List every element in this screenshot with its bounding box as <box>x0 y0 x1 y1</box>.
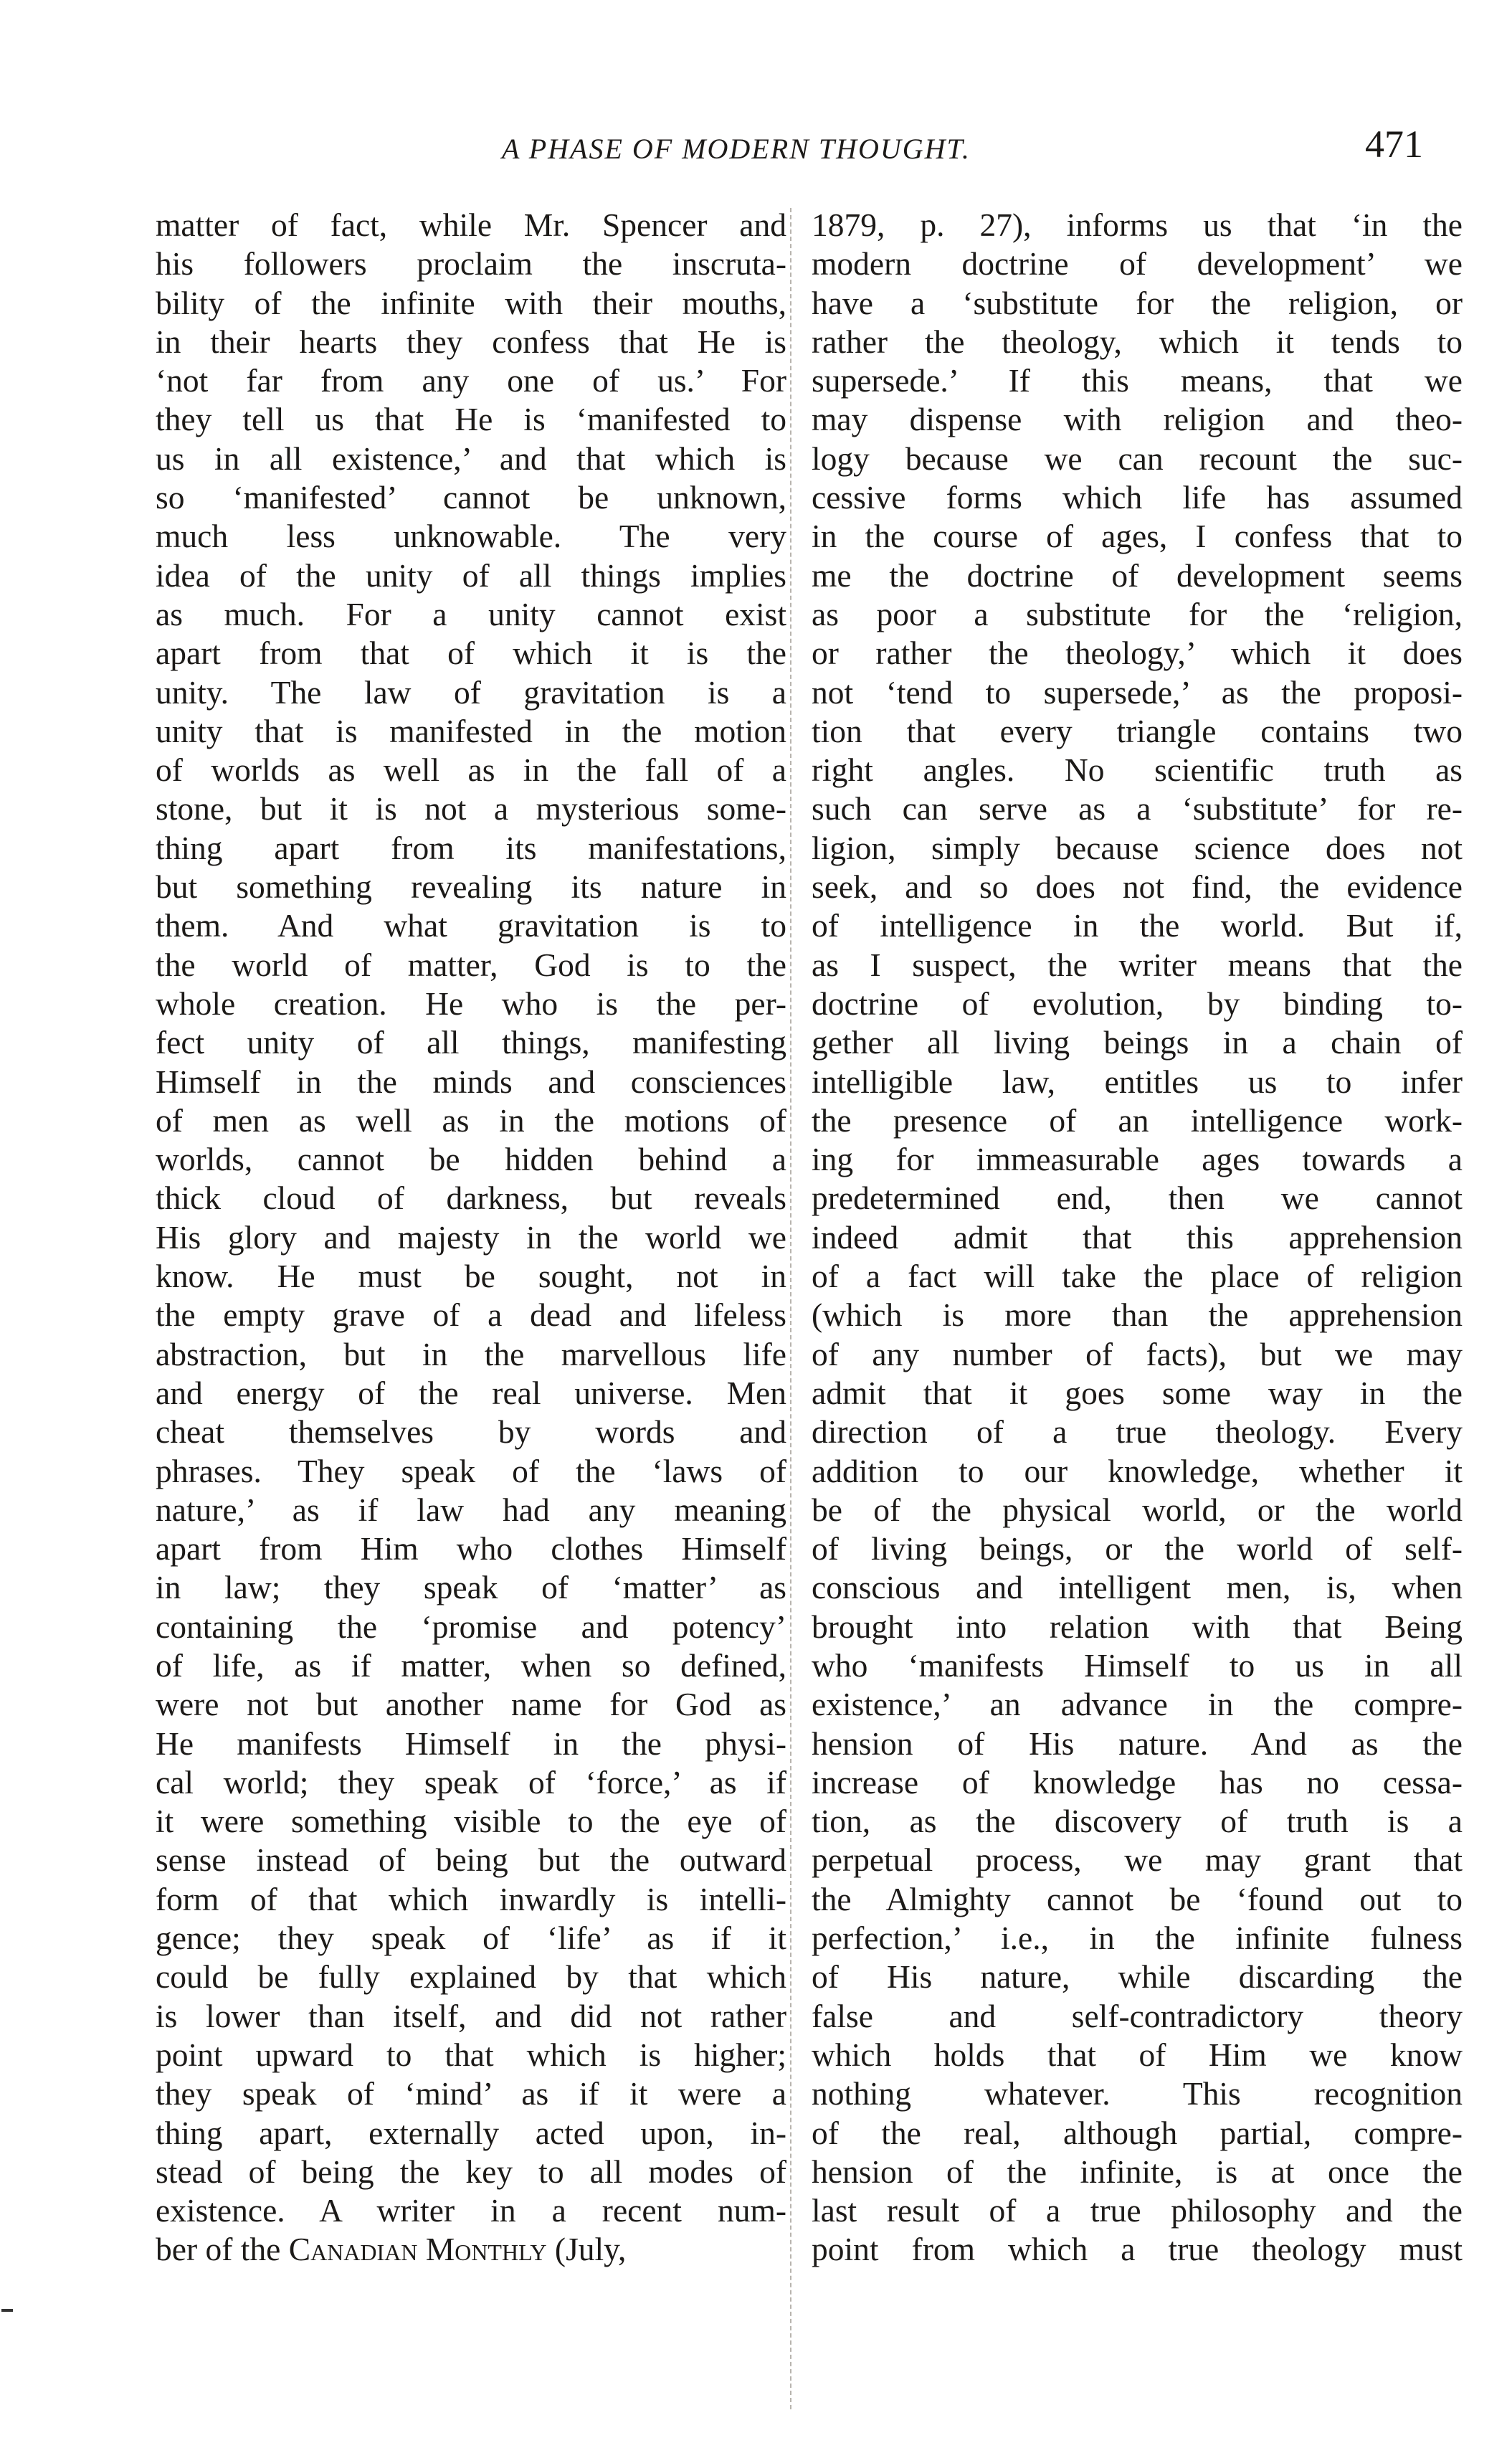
text-line: but something revealing its nature in <box>156 868 786 906</box>
text-line: intelligible law, entitles us to infer <box>812 1063 1463 1100</box>
text-line: tion, as the discovery of truth is a <box>812 1803 1463 1840</box>
text-line: logy because we can recount the suc- <box>812 440 1463 477</box>
text-line: 1879, p. 27), informs us that ‘in the <box>812 207 1463 243</box>
text-line: nothing whatever. This recognition <box>812 2075 1463 2112</box>
text-line: seek, and so does not find, the evidence <box>812 868 1463 906</box>
text-line: in the course of ages, I confess that to <box>812 518 1463 555</box>
text-line: may dispense with religion and theo- <box>812 401 1463 438</box>
text-line: supersede.’ If this means, that we <box>812 362 1463 399</box>
text-line: were not but another name for God as <box>156 1686 786 1723</box>
margin-mark <box>1 2309 13 2312</box>
text-line: hension of His nature. And as the <box>812 1725 1463 1762</box>
text-line: brought into relation with that Being <box>812 1608 1463 1645</box>
text-line: tion that every triangle contains two <box>812 712 1463 749</box>
text-line: hension of the infinite, is at once the <box>812 2153 1463 2190</box>
text-line: they speak of ‘mind’ as if it were a <box>156 2075 786 2112</box>
text-line: ing for immeasurable ages towards a <box>812 1141 1463 1178</box>
text-line: cheat themselves by words and <box>156 1413 786 1451</box>
text-line: ‘not far from any one of us.’ For <box>156 362 786 399</box>
text-line: cessive forms which life has assumed <box>812 479 1463 516</box>
text-line: of a fact will take the place of religion <box>812 1258 1463 1295</box>
text-line: not ‘tend to supersede,’ as the proposi- <box>812 673 1463 711</box>
text-line: stead of being the key to all modes of <box>156 2153 786 2190</box>
page-number: 471 <box>1365 123 1423 166</box>
text-fragment: (July, <box>546 2231 627 2268</box>
text-line: unity that is manifested in the motion <box>156 712 786 749</box>
text-line: of living beings, or the world of self- <box>812 1530 1463 1567</box>
text-line: conscious and intelligent men, is, when <box>812 1569 1463 1606</box>
text-line: of life, as if matter, when so defined, <box>156 1646 786 1684</box>
text-line: of intelligence in the world. But if, <box>812 907 1463 944</box>
text-line: as poor a substitute for the ‘religion, <box>812 595 1463 632</box>
text-line: in their hearts they confess that He is <box>156 323 786 360</box>
text-line: have a ‘substitute for the religion, or <box>812 284 1463 321</box>
text-line: who ‘manifests Himself to us in all <box>812 1646 1463 1684</box>
magazine-title: Canadian Monthly <box>288 2231 547 2268</box>
text-line: me the doctrine of development seems <box>812 556 1463 594</box>
text-line: addition to our knowledge, whether it <box>812 1452 1463 1489</box>
left-column <box>156 206 786 2269</box>
text-line: or rather the theology,’ which it does <box>812 635 1463 672</box>
text-line: gether all living beings in a chain of <box>812 1024 1463 1061</box>
text-line: point upward to that which is higher; <box>156 2036 786 2073</box>
text-line: them. And what gravitation is to <box>156 907 786 944</box>
text-line: bility of the infinite with their mouths, <box>156 284 786 321</box>
text-line: increase of knowledge has no cessa- <box>812 1763 1463 1801</box>
text-line: as I suspect, the writer means that the <box>812 946 1463 983</box>
text-line: doctrine of evolution, by binding to- <box>812 985 1463 1022</box>
text-line: containing the ‘promise and potency’ <box>156 1608 786 1645</box>
text-line: whole creation. He who is the per- <box>156 985 786 1022</box>
text-line: (which is more than the apprehension <box>812 1296 1463 1334</box>
text-line: phrases. They speak of the ‘laws of <box>156 1452 786 1489</box>
text-line: of any number of facts), but we may <box>812 1335 1463 1372</box>
text-line: rather the theology, which it tends to <box>812 323 1463 360</box>
text-line: point from which a true theology must <box>812 2231 1463 2268</box>
text-line: right angles. No scientific truth as <box>812 751 1463 789</box>
text-line: Himself in the minds and consciences <box>156 1063 786 1100</box>
text-line: perpetual process, we may grant that <box>812 1841 1463 1879</box>
text-line: worlds, cannot be hidden behind a <box>156 1141 786 1178</box>
text-line: cal world; they speak of ‘force,’ as if <box>156 1763 786 1801</box>
text-line: modern doctrine of development’ we <box>812 245 1463 283</box>
text-line: his followers proclaim the inscruta- <box>156 245 786 283</box>
text-line: abstraction, but in the marvellous life <box>156 1335 786 1372</box>
text-line <box>156 2230 786 2269</box>
text-line: of His nature, while discarding the <box>812 1958 1463 1996</box>
text-line: nature,’ as if law had any meaning <box>156 1491 786 1528</box>
text-line: perfection,’ i.e., in the infinite fulness <box>812 1920 1463 1957</box>
column-divider <box>790 208 791 2409</box>
text-line: unity. The law of gravitation is a <box>156 673 786 711</box>
text-line: existence,’ an advance in the compre- <box>812 1686 1463 1723</box>
text-line: false and self-contradictory theory <box>812 1997 1463 2034</box>
text-line: is lower than itself, and did not rather <box>156 1997 786 2034</box>
text-line: thing apart, externally acted upon, in- <box>156 2114 786 2151</box>
text-line: the world of matter, God is to the <box>156 946 786 983</box>
text-line: the Almighty cannot be ‘found out to <box>812 1880 1463 1917</box>
text-line: thick cloud of darkness, but reveals <box>156 1180 786 1217</box>
text-line: they tell us that He is ‘manifested to <box>156 401 786 438</box>
text-line: indeed admit that this apprehension <box>812 1218 1463 1256</box>
text-line: His glory and majesty in the world we <box>156 1218 786 1256</box>
text-line: matter of fact, while Mr. Spencer and <box>156 207 786 243</box>
text-line: which holds that of Him we know <box>812 2036 1463 2073</box>
running-title: A PHASE OF MODERN THOUGHT. <box>502 133 971 165</box>
text-line: of men as well as in the motions of <box>156 1101 786 1139</box>
text-line: such can serve as a ‘substitute’ for re- <box>812 790 1463 827</box>
text-line: ligion, simply because science does not <box>812 829 1463 866</box>
text-line: so ‘manifested’ cannot be unknown, <box>156 479 786 516</box>
text-line: it were something visible to the eye of <box>156 1803 786 1840</box>
text-line: apart from that of which it is the <box>156 635 786 672</box>
text-fragment: ber of the <box>156 2231 289 2268</box>
text-line: of worlds as well as in the fall of a <box>156 751 786 789</box>
text-line: form of that which inwardly is intelli- <box>156 1880 786 1917</box>
text-line: thing apart from its manifestations, <box>156 829 786 866</box>
text-line: us in all existence,’ and that which is <box>156 440 786 477</box>
text-line: fect unity of all things, manifesting <box>156 1024 786 1061</box>
text-line: be of the physical world, or the world <box>812 1491 1463 1528</box>
text-line: the empty grave of a dead and lifeless <box>156 1296 786 1334</box>
text-line: existence. A writer in a recent num- <box>156 2192 786 2229</box>
text-line: could be fully explained by that which <box>156 1958 786 1996</box>
text-line: know. He must be sought, not in <box>156 1258 786 1295</box>
text-line: of the real, although partial, compre- <box>812 2114 1463 2151</box>
right-column <box>812 206 1463 2269</box>
text-line: He manifests Himself in the physi- <box>156 1725 786 1762</box>
text-line: sense instead of being but the outward <box>156 1841 786 1879</box>
text-line: idea of the unity of all things implies <box>156 556 786 594</box>
text-line: predetermined end, then we cannot <box>812 1180 1463 1217</box>
text-line: direction of a true theology. Every <box>812 1413 1463 1451</box>
text-line: the presence of an intelligence work- <box>812 1101 1463 1139</box>
text-line: admit that it goes some way in the <box>812 1374 1463 1411</box>
text-line: in law; they speak of ‘matter’ as <box>156 1569 786 1606</box>
text-line: stone, but it is not a mysterious some- <box>156 790 786 827</box>
text-line: gence; they speak of ‘life’ as if it <box>156 1920 786 1957</box>
text-line: apart from Him who clothes Himself <box>156 1530 786 1567</box>
text-line: as much. For a unity cannot exist <box>156 595 786 632</box>
text-line: and energy of the real universe. Men <box>156 1374 786 1411</box>
text-line: much less unknowable. The very <box>156 518 786 555</box>
text-line: last result of a true philosophy and the <box>812 2192 1463 2229</box>
